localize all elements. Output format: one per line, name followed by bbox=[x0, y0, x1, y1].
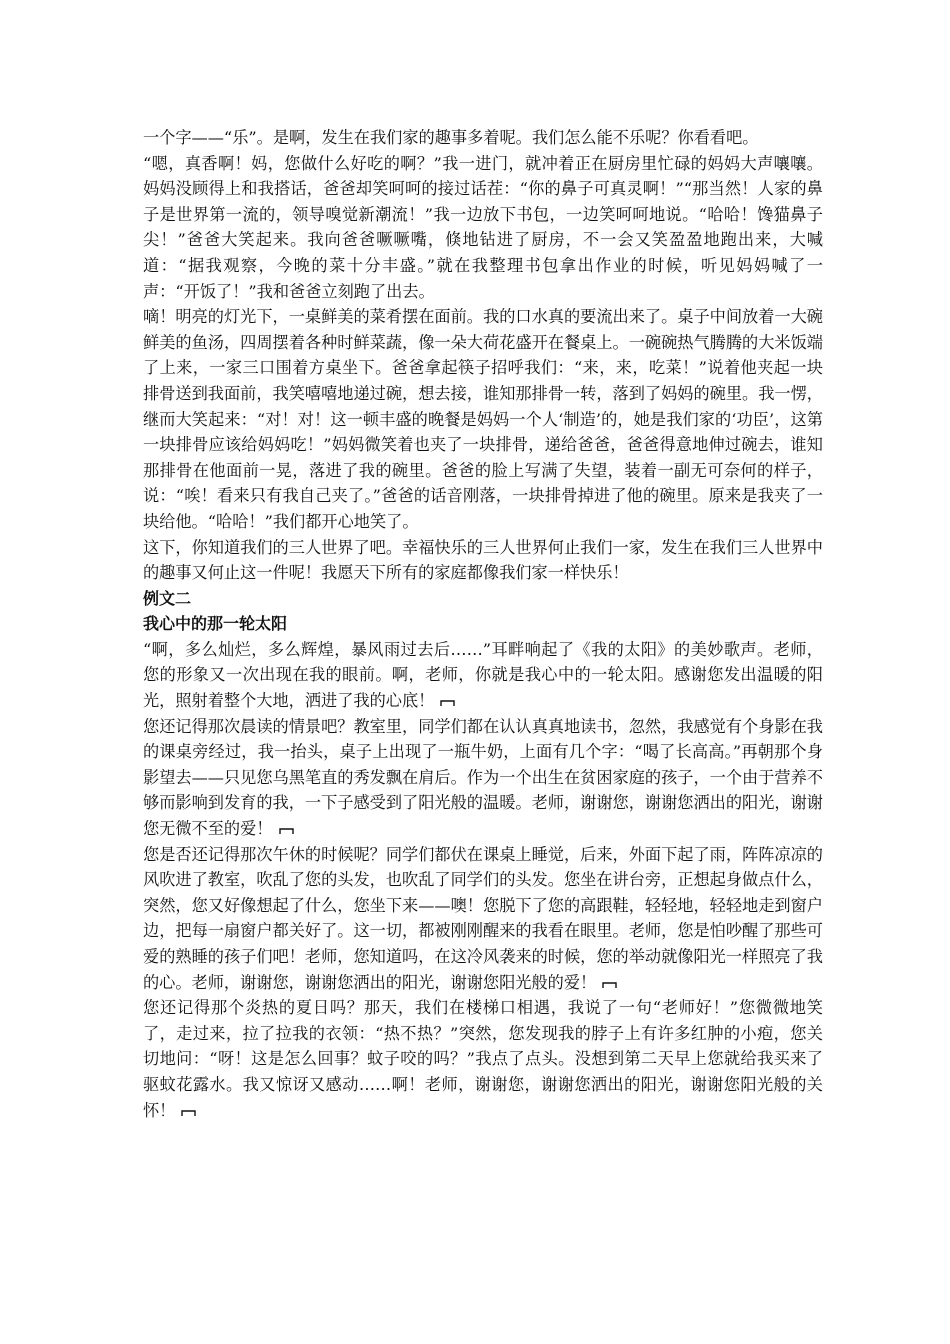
paragraph-text: 一个字——“乐”。是啊，发生在我们家的趣事多着呢。我们怎么能不乐呢？你看看吧。 bbox=[143, 128, 759, 147]
paragraph-text: 这下，你知道我们的三人世界了吧。幸福快乐的三人世界何止我们一家，发生在我们三人世界中的趣事又何止这一件呢！我愿天下所有的家庭都像我们家一样快乐！ bbox=[143, 537, 823, 583]
paragraph bbox=[143, 714, 823, 842]
paragraph-text: 您还记得那次晨读的情景吧？教室里，同学们都在认认真真地读书，忽然，我感觉有个身影在我的课桌旁经过，我一抬头，桌子上出现了一瓶牛奶，上面有几个字：“喝了长高高。”再朝那个身影望去——只见您乌黑笔直的秀发飘在肩后。作为一个出生在贫困家庭的孩子，一个由于营养不够而影响到发育的我，一下子感受到了阳光般的温暖。老师，谢谢您，谢谢您洒出的阳光，谢谢您无微不至的爱！ bbox=[143, 716, 823, 839]
paragraph bbox=[143, 842, 823, 996]
paragraph-text: “啊，多么灿烂，多么辉煌，暴风雨过去后……”耳畔响起了《我的太阳》的美妙歌声。老师，您的形象又一次出现在我的眼前。啊，老师，你就是我心中的一轮太阳。感谢您发出温暖的阳光，照射着整个大地，洒进了我的心底！ bbox=[143, 639, 823, 711]
paragraph bbox=[143, 304, 823, 534]
paragraph-mark-icon bbox=[602, 979, 617, 989]
paragraph bbox=[143, 125, 823, 151]
paragraph bbox=[143, 637, 823, 714]
paragraph bbox=[143, 151, 823, 305]
paragraph-text: 您是否还记得那次午休的时候呢？同学们都伏在课桌上睡觉，后来，外面下起了雨，阵阵凉凉的风吹进了教室，吹乱了您的头发，也吹乱了同学们的头发。您坐在讲台旁，正想起身做点什么，突然，您又好像想起了什么，您坐下来——噢！您脱下了您的高跟鞋，轻轻地，轻轻地走到窗户边，把每一扇窗户都关好了。这一切，都被刚刚醒来的我看在眼里。老师，您是怕吵醒了那些可爱的熟睡的孩子们吧！老师，您知道吗，在这冷风袭来的时候，您的举动就像阳光一样照亮了我的心。老师，谢谢您，谢谢您洒出的阳光，谢谢您阳光般的爱！ bbox=[143, 844, 823, 992]
document-body bbox=[143, 125, 823, 1123]
paragraph-text: “嗯，真香啊！妈，您做什么好吃的啊？”我一进门，就冲着正在厨房里忙碌的妈妈大声嚷嚷。妈妈没顾得上和我搭话，爸爸却笑呵呵的接过话茬：“你的鼻子可真灵啊！”“那当然！人家的鼻子是世界第一流的，领导嗅觉新潮流！”我一边放下书包，一边笑呵呵地说。“哈哈！馋猫鼻子尖！”爸爸大笑起来。我向爸爸噘噘嘴，倏地钻进了厨房，不一会又笑盈盈地跑出来，大喊道：“据我观察，今晚的菜十分丰盛。”就在我整理书包拿出作业的时候，听见妈妈喊了一声：“开饭了！”我和爸爸立刻跑了出去。 bbox=[143, 153, 823, 301]
essay-title-text: 我心中的那一轮太阳 bbox=[143, 614, 288, 634]
paragraph-text: 您还记得那个炎热的夏日吗？那天，我们在楼梯口相遇，我说了一句“老师好！”您微微地笑了，走过来，拉了拉我的衣领：“热不热？”突然，您发现我的脖子上有许多红肿的小疱，您关切地问：“呀！这是怎么回事？蚊子咬的吗？”我点了点头。没想到第二天早上您就给我买来了驱蚊花露水。我又惊讶又感动……啊！老师，谢谢您，谢谢您洒出的阳光，谢谢您阳光般的关怀！ bbox=[143, 998, 823, 1120]
essay-title bbox=[143, 611, 823, 637]
section-label-text: 例文二 bbox=[143, 588, 192, 608]
paragraph bbox=[143, 995, 823, 1123]
paragraph-mark-icon bbox=[279, 825, 294, 835]
paragraph-mark-icon bbox=[181, 1107, 196, 1117]
paragraph-mark-icon bbox=[440, 697, 455, 707]
section-label bbox=[143, 586, 823, 612]
paragraph bbox=[143, 535, 823, 586]
paragraph-text: 嘀！明亮的灯光下，一桌鲜美的菜肴摆在面前。我的口水真的要流出来了。桌子中间放着一大碗鲜美的鱼汤，四周摆着各种时鲜菜蔬，像一朵大荷花盛开在餐桌上。一碗碗热气腾腾的大米饭端了上来，一家三口围着方桌坐下。爸爸拿起筷子招呼我们：“来，来，吃菜！”说着他夹起一块排骨送到我面前，我笑嘻嘻地递过碗，想去接，谁知那排骨一转，落到了妈妈的碗里。我一愣，继而大笑起来：“对！对！这一顿丰盛的晚餐是妈妈一个人‘制造’的，她是我们家的‘功臣’，这第一块排骨应该给妈妈吃！”妈妈微笑着也夹了一块排骨，递给爸爸，爸爸得意地伸过碗去，谁知那排骨在他面前一晃，落进了我的碗里。爸爸的脸上写满了失望，装着一副无可奈何的样子，说：“唉！看来只有我自己夹了。”爸爸的话音刚落，一块排骨掉进了他的碗里。原来是我夹了一块给他。“哈哈！”我们都开心地笑了。 bbox=[143, 307, 823, 531]
